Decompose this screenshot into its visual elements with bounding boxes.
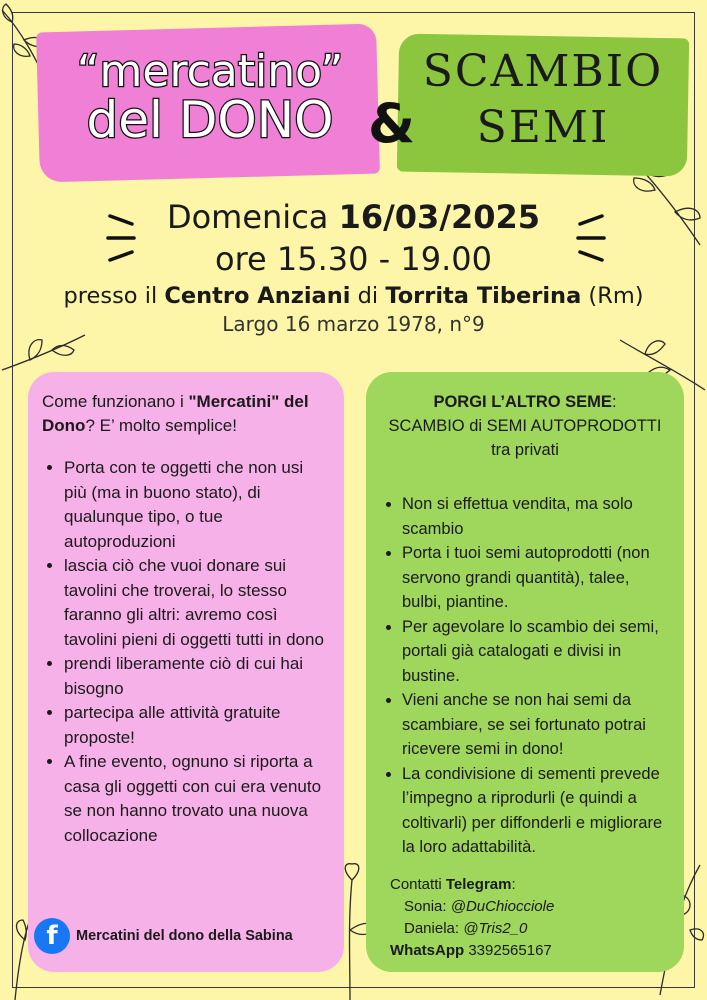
whatsapp-label: WhatsApp [390, 942, 465, 959]
scambio-heading-line2: SCAMBIO di SEMI AUTOPRODOTTI [388, 417, 662, 435]
scambio-heading [380, 390, 670, 462]
list-item: • La condivisione di sementi prevede l’impegno a riprodurli (e quindi a coltivarli) per diffonderli e migliorare la loro adattabilità. [402, 762, 670, 860]
list-item: • Vieni anche se non hai semi da scambiare, se sei fortunato potrai ricevere semi in dono! [402, 688, 670, 762]
facebook-label: Mercatini del dono della Sabina [76, 928, 293, 944]
event-date: 16/03/2025 [338, 198, 541, 236]
list-item: • Per agevolare lo scambio dei semi, portali già catalogati e divisi in bustine. [402, 615, 670, 689]
scambio-heading-bold: PORGI L’ALTRO SEME [433, 393, 612, 411]
mercatino-info-panel [28, 372, 344, 972]
place-province: (Rm) [588, 283, 644, 309]
mercatino-rules-list [42, 456, 330, 848]
place-town: Torrita Tiberina [385, 283, 582, 309]
event-time: ore 15.30 - 19.00 [215, 240, 492, 278]
list-item: • prendi liberamente ciò di cui hai bisogno [64, 652, 330, 701]
list-item: • A fine evento, ognuno si riporta a casa gli oggetti con cui era venuto se non hanno trovato una nuova collocazione [64, 750, 330, 848]
intro-text-c: ? E’ molto semplice! [85, 416, 237, 435]
list-item: • Porta i tuoi semi autoprodotti (non servono grandi quantità), talee, bulbi, piantine. [402, 541, 670, 615]
facebook-link[interactable] [34, 918, 293, 954]
title-mercatino: “mercatino” [76, 46, 344, 97]
title-ampersand: & [368, 92, 416, 155]
scambio-heading-colon: : [611, 393, 617, 411]
contacts-block [390, 874, 554, 962]
event-day: Domenica [166, 198, 329, 236]
scambio-heading-line3: tra privati [491, 441, 559, 459]
daniela-label: Daniela: [404, 920, 460, 937]
title-semi: SEMI [476, 102, 610, 153]
title-scambio: SCAMBIO [422, 46, 664, 97]
daniela-handle[interactable]: @Tris2_0 [463, 920, 528, 937]
list-item: • Porta con te oggetti che non usi più (ma in buono stato), di qualunque tipo, o tue autoproduzioni [64, 456, 330, 554]
telegram-label: Telegram [445, 876, 512, 893]
sonia-handle[interactable]: @DuChiocciole [450, 898, 555, 915]
place-name: Centro Anziani [164, 283, 351, 309]
title-del-dono: del DONO [86, 91, 334, 149]
whatsapp-number[interactable]: 3392565167 [468, 942, 552, 959]
telegram-colon: : [511, 876, 516, 893]
list-item: • partecipa alle attività gratuite proposte! [64, 701, 330, 750]
scambio-semi-panel [366, 372, 684, 972]
place-mid: di [357, 283, 379, 309]
scambio-rules-list [380, 492, 670, 860]
list-item: • lascia ciò che vuoi donare sui tavolini che troverai, lo stesso faranno gli altri: avremo così tavolini pieni di oggetti tutti in dono [64, 554, 330, 652]
intro-text-bold: "Mercatini" del Dono [42, 392, 309, 435]
list-item: • Non si effettua vendita, ma solo scambio [402, 492, 670, 541]
place-prefix: presso il [63, 283, 158, 309]
intro-text-a: Come funzionano i [42, 392, 184, 411]
sonia-label: Sonia: [404, 898, 447, 915]
event-place [0, 283, 707, 309]
event-date-line [0, 198, 707, 236]
title-scambio-semi [398, 44, 688, 156]
contacts-label: Contatti [390, 876, 442, 893]
facebook-icon: f [34, 918, 70, 954]
event-address: Largo 16 marzo 1978, n°9 [222, 312, 485, 336]
mercatino-intro [42, 390, 330, 438]
